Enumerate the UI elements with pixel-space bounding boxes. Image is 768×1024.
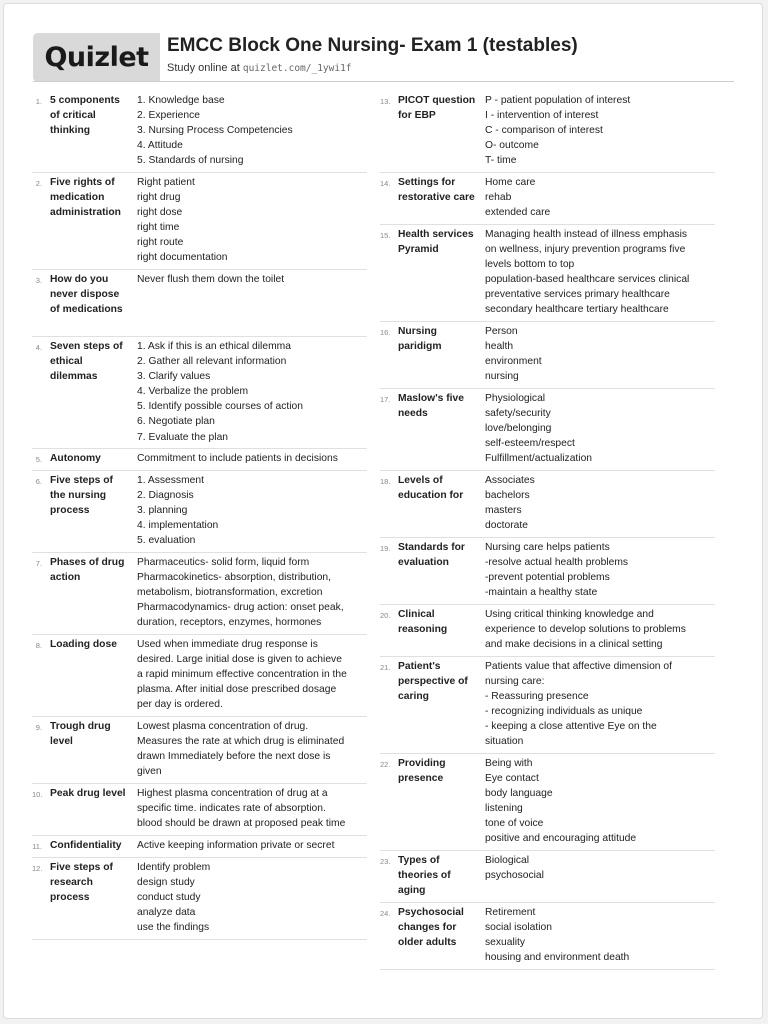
definition-line: bachelors [485, 490, 530, 502]
definition-line: social isolation [485, 922, 552, 934]
card-definition [137, 175, 367, 266]
card-number: 24. [380, 909, 391, 918]
study-url-link[interactable]: quizlet.com/_1ywi1f [242, 63, 352, 74]
card-number: 14. [380, 179, 391, 188]
card-term: Five steps of research process [50, 862, 113, 904]
definition-line: conduct study [137, 892, 201, 904]
definition-line: Active keeping information private or secret [137, 840, 335, 851]
card-term: Maslow's five needs [398, 393, 464, 420]
card-row [32, 471, 367, 553]
definition-line: 7. Evaluate the plan [137, 431, 229, 443]
definition-line: Used when immediate drug response is [137, 639, 318, 650]
card-row [32, 858, 367, 940]
card-definition [485, 175, 715, 220]
definition-line: Fulfillment/actualization [485, 453, 593, 465]
definition-line: Home care [485, 177, 536, 188]
card-number: 2. [35, 179, 42, 188]
definition-line: Measures the rate at which drug is eliminated [137, 736, 345, 748]
card-number: 17. [380, 395, 391, 404]
definition-line: love/belonging [485, 423, 552, 435]
definition-line: Biological [485, 855, 530, 866]
card-term: PICOT question for EBP [398, 95, 476, 122]
card-definition [485, 391, 715, 466]
definition-line: analyze data [137, 907, 196, 919]
definition-line: Patients value that affective dimension of [485, 661, 672, 672]
card-row [380, 605, 715, 657]
definition-line: Person [485, 326, 518, 337]
definition-line: metabolism, biotransformation, excretion [137, 587, 323, 599]
definition-line: tone of voice [485, 818, 544, 830]
card-number: 6. [35, 477, 42, 486]
card-row [380, 657, 715, 754]
card-row [32, 270, 367, 337]
definition-line: situation [485, 736, 524, 748]
definition-line: right dose [137, 207, 183, 219]
definition-line: Associates [485, 475, 535, 486]
definition-line: C - comparison of interest [485, 125, 603, 137]
definition-line: right drug [137, 192, 181, 204]
card-row [380, 754, 715, 851]
definition-line: Identify problem [137, 862, 211, 873]
definition-line: masters [485, 505, 522, 517]
definition-line: Eye contact [485, 773, 539, 785]
definition-line: 2. Gather all relevant information [137, 356, 287, 368]
definition-line: rehab [485, 192, 512, 204]
card-definition [137, 93, 367, 168]
card-definition [137, 272, 367, 287]
card-number: 5. [35, 455, 42, 464]
card-row [32, 173, 367, 270]
definition-line: Pharmaceutics- solid form, liquid form [137, 557, 310, 568]
card-term: Settings for restorative care [398, 177, 475, 204]
card-row [380, 471, 715, 538]
definition-line: right time [137, 222, 180, 234]
card-definition [485, 756, 715, 847]
card-number: 16. [380, 328, 391, 337]
card-row [380, 322, 715, 389]
left-card-column [32, 91, 367, 940]
card-definition [137, 637, 367, 712]
card-term: Loading dose [50, 639, 117, 650]
definition-line: 5. Standards of nursing [137, 155, 244, 167]
definition-line: Retirement [485, 907, 536, 918]
card-row [32, 635, 367, 717]
definition-line: safety/security [485, 408, 551, 420]
definition-line: Highest plasma concentration of drug at a [137, 788, 328, 799]
card-row [32, 836, 367, 858]
definition-line: 2. Diagnosis [137, 490, 194, 502]
card-definition [485, 607, 715, 652]
definition-line: use the findings [137, 922, 210, 934]
header-divider [33, 81, 734, 82]
card-number: 22. [380, 760, 391, 769]
card-row [380, 851, 715, 903]
card-row [380, 173, 715, 225]
card-term: Trough drug level [50, 721, 111, 748]
card-number: 10. [32, 790, 43, 799]
card-term: Health services Pyramid [398, 229, 474, 256]
definition-line: Physiological [485, 393, 546, 404]
definition-line: - recognizing individuals as unique [485, 706, 643, 718]
card-term: Five steps of the nursing process [50, 475, 113, 517]
card-term: Types of theories of aging [398, 855, 451, 897]
definition-line: 2. Experience [137, 110, 200, 122]
definition-line: 6. Negotiate plan [137, 416, 215, 428]
card-row [380, 389, 715, 471]
card-term: Seven steps of ethical dilemmas [50, 341, 123, 383]
card-term: Patient's perspective of caring [398, 661, 468, 703]
definition-line: T- time [485, 155, 517, 167]
definition-line: I - intervention of interest [485, 110, 599, 122]
card-row [32, 717, 367, 784]
quizlet-logo[interactable]: Quizlet [33, 33, 160, 82]
card-number: 1. [35, 97, 42, 106]
definition-line: 5. evaluation [137, 535, 196, 547]
definition-line: -maintain a healthy state [485, 587, 598, 599]
right-card-column [380, 91, 715, 970]
card-definition [137, 339, 367, 445]
definition-line: Right patient [137, 177, 195, 188]
card-row [32, 337, 367, 449]
definition-line: doctorate [485, 520, 528, 532]
card-definition [485, 227, 715, 318]
definition-line: and make decisions in a clinical setting [485, 639, 663, 651]
card-number: 15. [380, 231, 391, 240]
card-row [32, 784, 367, 836]
card-definition [485, 473, 715, 533]
card-number: 8. [35, 641, 42, 650]
card-row [32, 553, 367, 635]
definition-line: given [137, 766, 162, 778]
definition-line: Commitment to include patients in decisions [137, 453, 338, 464]
definition-line: right route [137, 237, 184, 249]
definition-line: extended care [485, 207, 551, 219]
card-term: Standards for evaluation [398, 542, 465, 569]
page-title: EMCC Block One Nursing- Exam 1 (testables) [167, 35, 578, 56]
definition-line: 3. planning [137, 505, 188, 517]
definition-line: 3. Clarify values [137, 371, 211, 383]
card-term: Clinical reasoning [398, 609, 448, 636]
card-term: 5 components of critical thinking [50, 95, 120, 137]
definition-line: experience to develop solutions to problems [485, 624, 686, 636]
definition-line: duration, receptors, enzymes, hormones [137, 617, 322, 629]
definition-line: nursing care: [485, 676, 545, 688]
definition-line: secondary healthcare tertiary healthcare [485, 304, 669, 316]
definition-line: 5. Identify possible courses of action [137, 401, 303, 413]
card-definition [137, 473, 367, 548]
definition-line: population-based healthcare services clinical [485, 274, 690, 286]
definition-line: body language [485, 788, 553, 800]
definition-line: on wellness, injury prevention programs five [485, 244, 686, 256]
definition-line: 4. implementation [137, 520, 219, 532]
study-online-line [167, 62, 352, 74]
definition-line: right documentation [137, 252, 228, 264]
card-number: 7. [35, 559, 42, 568]
card-definition [485, 905, 715, 965]
definition-line: plasma. After initial dose prescribed dosage [137, 684, 337, 696]
definition-line: P - patient population of interest [485, 95, 631, 106]
definition-line: positive and encouraging attitude [485, 833, 637, 845]
definition-line: listening [485, 803, 523, 815]
definition-line: preventative services primary healthcare [485, 289, 670, 301]
card-definition [137, 838, 367, 853]
card-definition [137, 786, 367, 831]
definition-line: specific time. indicates rate of absorption. [137, 803, 326, 815]
card-number: 13. [380, 97, 391, 106]
card-term: Autonomy [50, 453, 101, 464]
definition-line: nursing [485, 371, 519, 383]
card-term: Providing presence [398, 758, 446, 785]
definition-line: a rapid minimum effective concentration in the [137, 669, 347, 681]
definition-line: Using critical thinking knowledge and [485, 609, 654, 620]
definition-line: health [485, 341, 514, 353]
definition-line: - Reassuring presence [485, 691, 589, 703]
definition-line: housing and environment death [485, 952, 630, 964]
definition-line: 4. Verbalize the problem [137, 386, 249, 398]
card-row [32, 449, 367, 471]
card-term: Five rights of medication administration [50, 177, 121, 219]
definition-line: - keeping a close attentive Eye on the [485, 721, 657, 733]
card-definition [137, 860, 367, 935]
definition-line: desired. Large initial dose is given to achieve [137, 654, 342, 666]
definition-line: sexuality [485, 937, 526, 949]
definition-line: 1. Ask if this is an ethical dilemma [137, 341, 291, 352]
card-definition [485, 659, 715, 750]
card-term: Psychosocial changes for older adults [398, 907, 464, 949]
definition-line: self-esteem/respect [485, 438, 575, 450]
card-definition [485, 540, 715, 600]
card-row [32, 91, 367, 173]
card-number: 23. [380, 857, 391, 866]
card-term: Levels of education for [398, 475, 464, 502]
definition-line: 1. Knowledge base [137, 95, 225, 106]
card-definition [137, 451, 367, 466]
card-number: 21. [380, 663, 391, 672]
card-number: 12. [32, 864, 43, 873]
definition-line: O- outcome [485, 140, 539, 152]
definition-line: blood should be drawn at proposed peak time [137, 818, 346, 830]
card-number: 18. [380, 477, 391, 486]
card-definition [137, 719, 367, 779]
card-term: Nursing paridigm [398, 326, 442, 353]
definition-line: Never flush them down the toilet [137, 274, 285, 285]
definition-line: per day is ordered. [137, 699, 223, 711]
card-definition [137, 555, 367, 630]
card-term: How do you never dispose of medications [50, 274, 123, 316]
card-term: Peak drug level [50, 788, 126, 799]
card-term: Phases of drug action [50, 557, 125, 584]
definition-line: Nursing care helps patients [485, 542, 610, 553]
card-number: 9. [35, 723, 42, 732]
card-number: 4. [35, 343, 42, 352]
card-row [380, 225, 715, 322]
card-row [380, 903, 715, 970]
card-number: 19. [380, 544, 391, 553]
card-row [380, 91, 715, 173]
card-number: 20. [380, 611, 391, 620]
definition-line: 1. Assessment [137, 475, 204, 486]
definition-line: levels bottom to top [485, 259, 575, 271]
card-definition [485, 324, 715, 384]
card-number: 11. [32, 842, 42, 851]
card-number: 3. [35, 276, 42, 285]
definition-line: environment [485, 356, 542, 368]
card-definition [485, 93, 715, 168]
definition-line: Lowest plasma concentration of drug. [137, 721, 309, 732]
definition-line: -prevent potential problems [485, 572, 610, 584]
definition-line: Pharmacokinetics- absorption, distribution, [137, 572, 332, 584]
definition-line: 3. Nursing Process Competencies [137, 125, 293, 137]
definition-line: psychosocial [485, 870, 544, 882]
definition-line: 4. Attitude [137, 140, 183, 152]
definition-line: Being with [485, 758, 533, 769]
card-term: Confidentiality [50, 840, 122, 851]
definition-line: Pharmacodynamics- drug action: onset peak, [137, 602, 344, 614]
definition-line: drawn Immediately before the next dose is [137, 751, 331, 763]
card-definition [485, 853, 715, 883]
definition-line: -resolve actual health problems [485, 557, 629, 569]
definition-line: Managing health instead of illness emphasis [485, 229, 688, 240]
study-online-label: Study online at [167, 62, 243, 74]
definition-line: design study [137, 877, 195, 889]
card-row [380, 538, 715, 605]
